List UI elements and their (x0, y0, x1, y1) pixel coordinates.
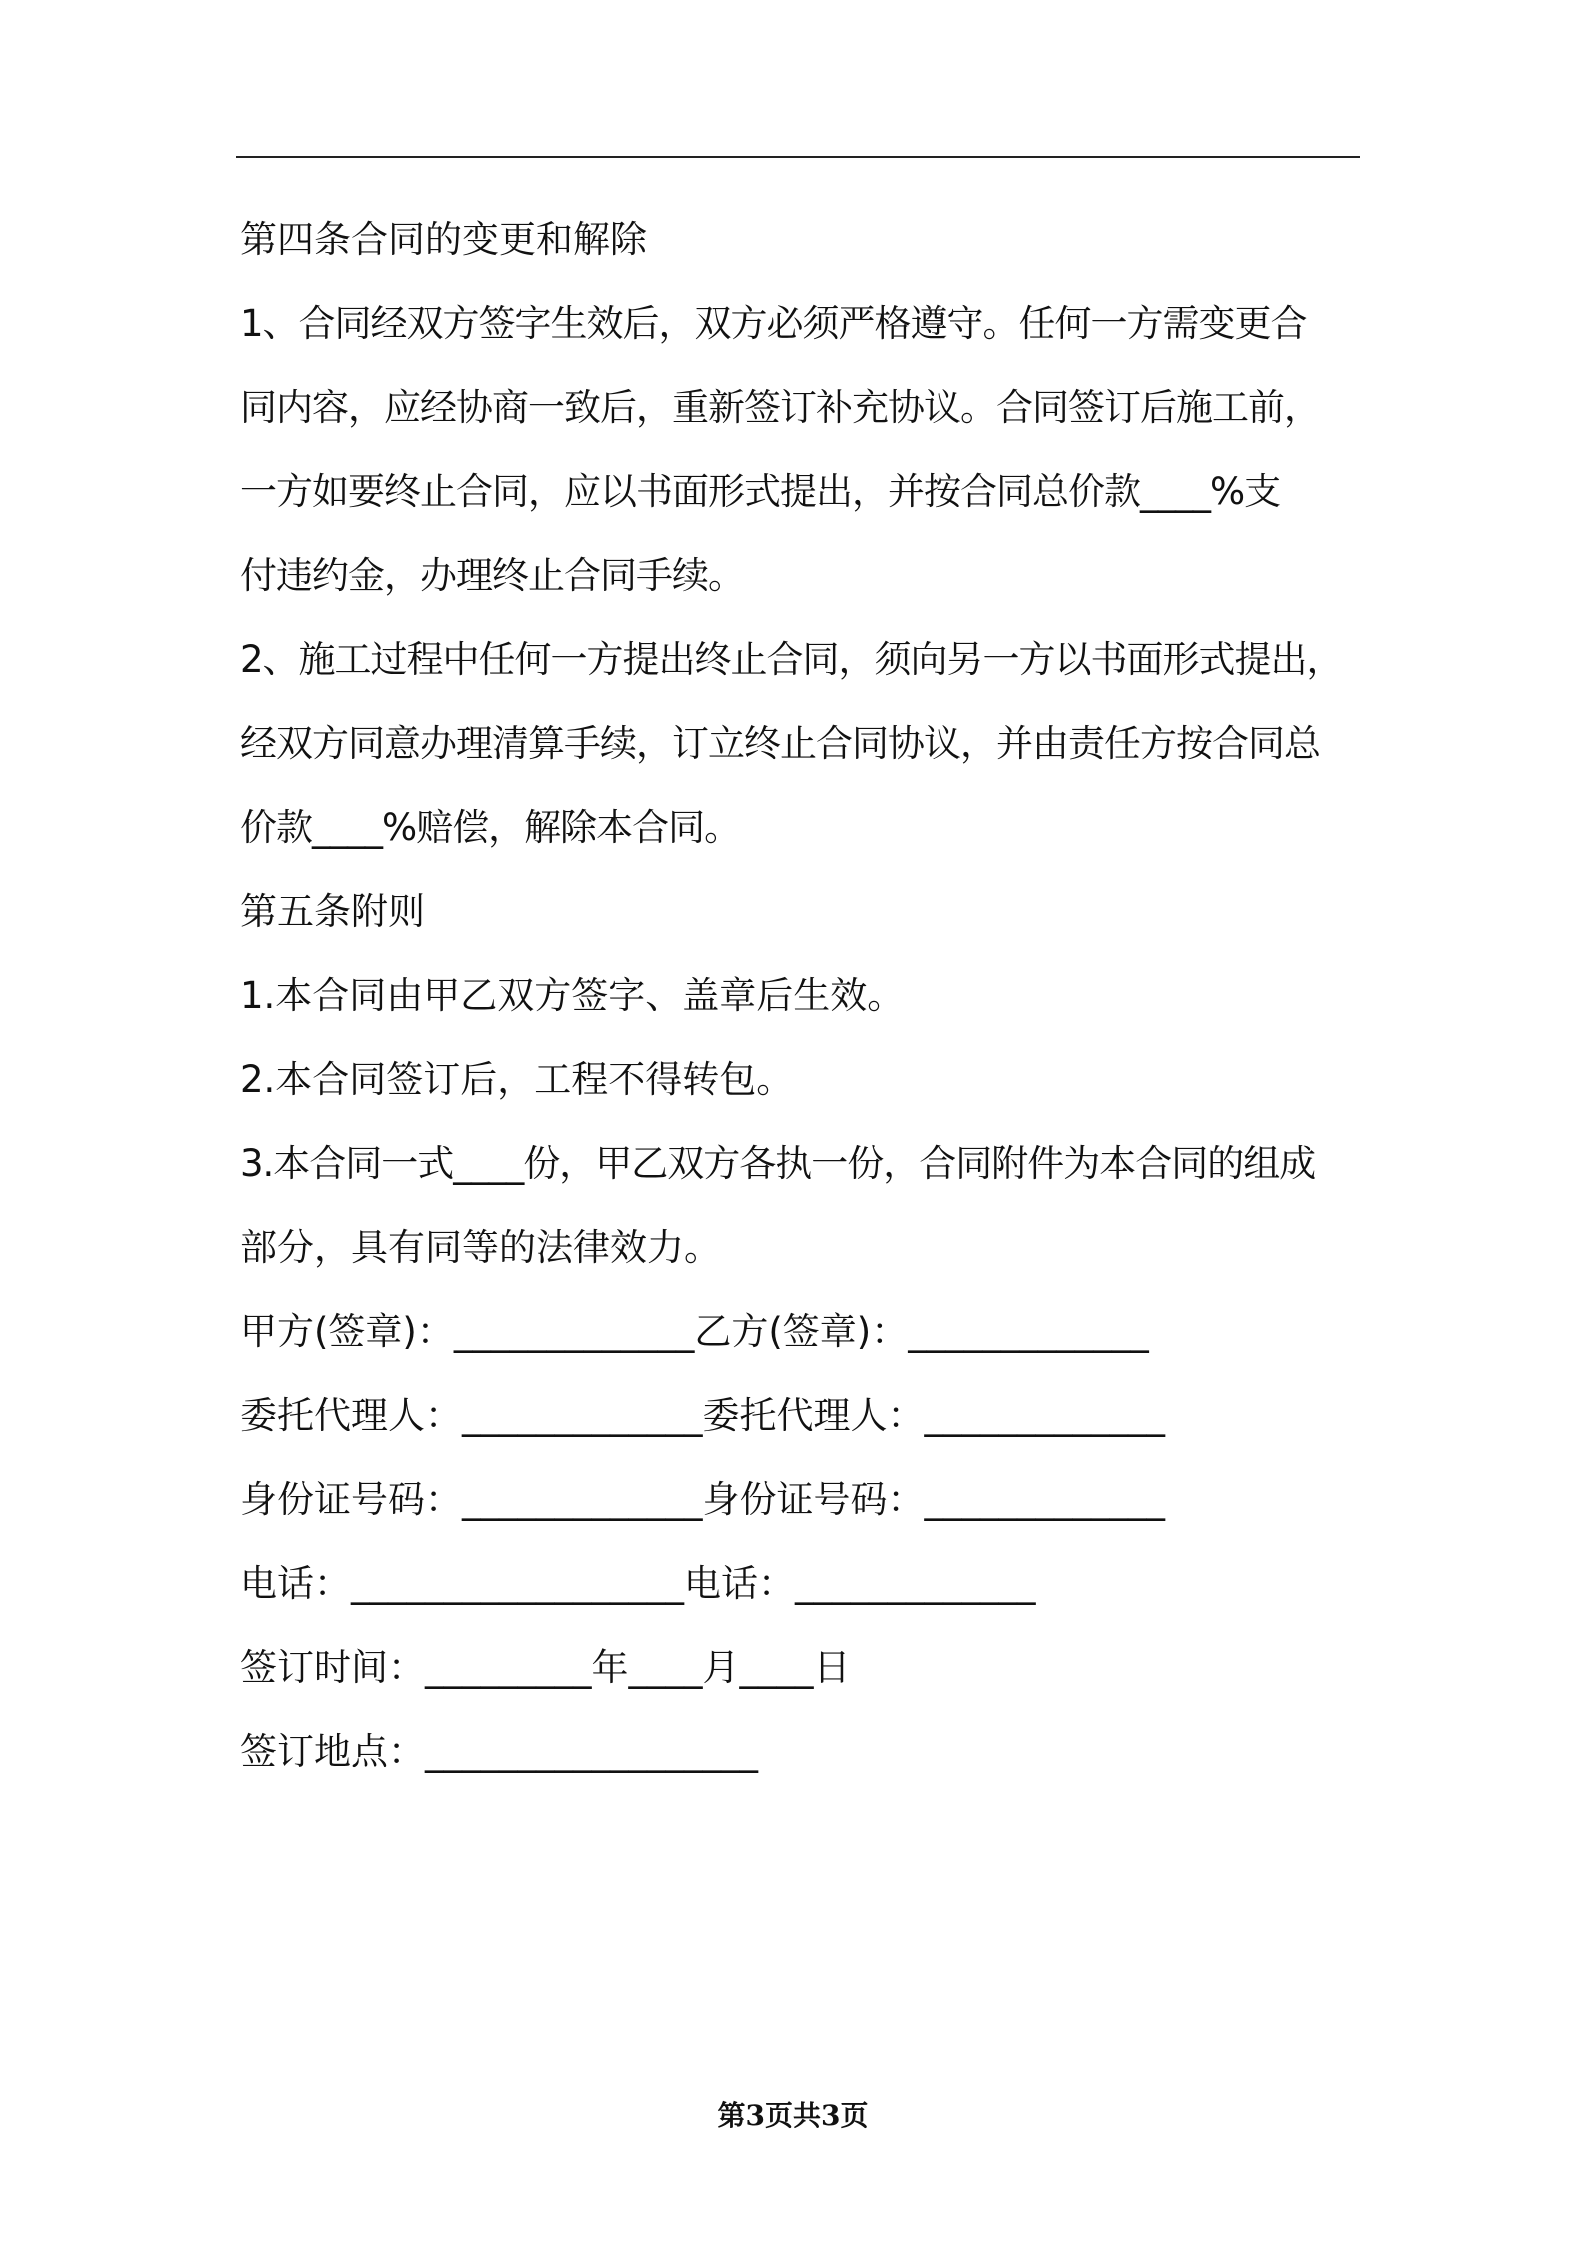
signature-agent-line: 委托代理人：_____________委托代理人：_____________ (240, 1394, 1165, 1437)
article-four-clause-1-line-3: 一方如要终止合同，应以书面形式提出，并按合同总价款____%支 (240, 470, 1281, 513)
article-four-clause-1-line-1: 1、合同经双方签字生效后，双方必须严格遵守。任何一方需变更合 (240, 302, 1307, 345)
signature-party-line: 甲方(签章)：_____________乙方(签章)：_____________ (240, 1310, 1149, 1353)
article-four-clause-2-line-3: 价款____%赔偿，解除本合同。 (240, 806, 741, 849)
article-four-clause-2-line-2: 经双方同意办理清算手续，订立终止合同协议，并由责任方按合同总 (240, 722, 1320, 765)
article-four-heading: 第四条合同的变更和解除 (240, 218, 647, 261)
article-five-clause-3-line-2: 部分，具有同等的法律效力。 (240, 1226, 721, 1269)
article-five-clause-1: 1.本合同由甲乙双方签字、盖章后生效。 (240, 974, 905, 1017)
article-four-clause-1-line-4: 付违约金，办理终止合同手续。 (240, 554, 744, 597)
article-five-clause-2: 2.本合同签订后，工程不得转包。 (240, 1058, 794, 1101)
article-four-clause-2-line-1: 2、施工过程中任何一方提出终止合同，须向另一方以书面形式提出， (240, 638, 1343, 681)
signing-place-line: 签订地点：__________________ (240, 1730, 758, 1773)
page-number-footer: 第3页共3页 (717, 2099, 869, 2132)
document-body (240, 198, 1370, 1794)
signature-id-line: 身份证号码：_____________身份证号码：_____________ (240, 1478, 1165, 1521)
signing-date-line: 签订时间：_________年____月____日 (240, 1646, 851, 1689)
article-four-clause-1-line-2: 同内容，应经协商一致后，重新签订补充协议。合同签订后施工前， (240, 386, 1320, 429)
header-rule (236, 156, 1360, 158)
article-five-clause-3-line-1: 3.本合同一式____份，甲乙双方各执一份，合同附件为本合同的组成 (240, 1142, 1316, 1185)
signature-phone-line: 电话：__________________电话：_____________ (240, 1562, 1036, 1605)
article-five-heading: 第五条附则 (240, 890, 425, 933)
